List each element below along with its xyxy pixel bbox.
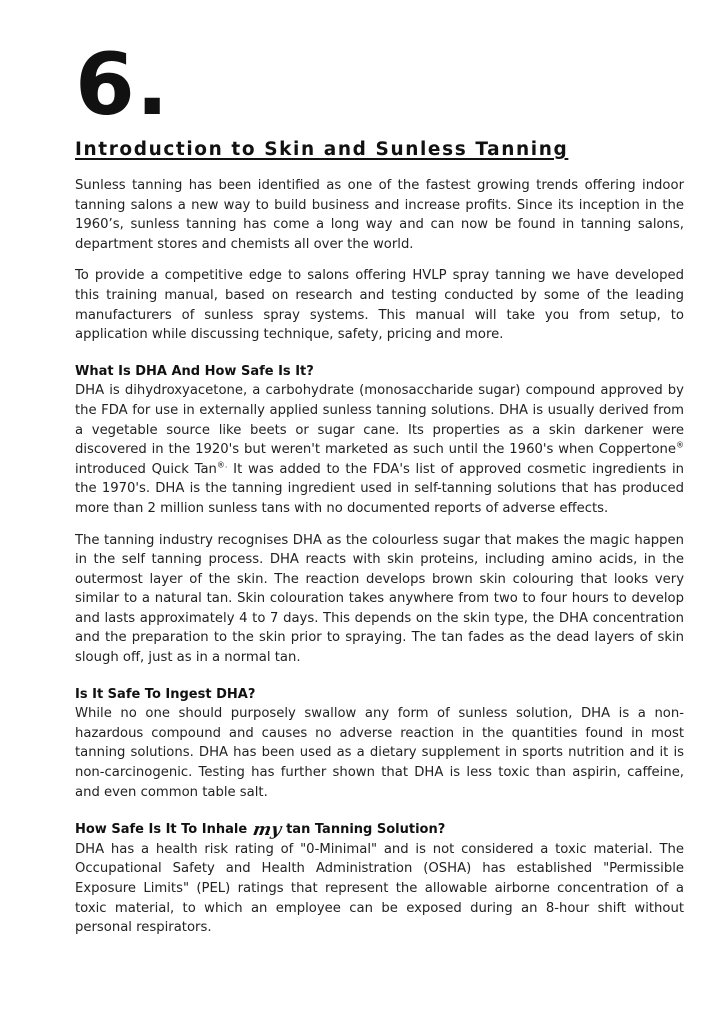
brand-logo-word: my (251, 820, 283, 841)
registered-mark: ® (676, 440, 684, 450)
dha-section-heading: What Is DHA And How Safe Is It? (75, 363, 314, 379)
inhale-heading-part-1: How Safe Is It To Inhale (75, 822, 252, 838)
dha-text-part-1: DHA is dihydroxyacetone, a carbohydrate (monosaccharide sugar) compound approved by the FDA for use in externally applied sunless tanning solutions. DHA is usually derived from a vegetable source like beets or sugar cane. Its properties as a skin darkener were discovered in the 1920's but weren't marketed as such until the 1960's when Coppertone (75, 383, 684, 458)
intro-paragraph-1: Sunless tanning has been identified as one of the fastest growing trends offering indoor tanning salons a new way to build business and increase profits. Since its inception in the 1960’s, sunless tanning has come a long way and can now be found in tanning salons, department stores and chemists all over the world. (75, 178, 684, 252)
dha-text-part-2: introduced Quick Tan (75, 461, 217, 477)
inhale-section-heading (75, 819, 684, 840)
inhale-heading-part-2: tan Tanning Solution? (281, 822, 446, 838)
dha-section-paragraph-2: The tanning industry recognises DHA as the colourless sugar that makes the magic happen in the self tanning process. DHA reacts with skin proteins, including amino acids, in the outermost layer of the skin. The reaction develops brown skin colouring that looks very similar to a natural tan. Skin colouration takes anywhere from two to four hours to develop and lasts approximately 4 to 7 days. This depends on the skin type, the DHA concentration and the preparation to the skin prior to spraying. The tan fades as the dead layers of skin slough off, just as in a normal tan. (75, 532, 684, 666)
dha-section-paragraph-1 (75, 381, 684, 518)
chapter-number: 6. (75, 35, 170, 135)
inhale-section-paragraph: DHA has a health risk rating of "0-Minimal" and is not considered a toxic material. The Occupational Safety and Health Administration (OSHA) has established "Permissible Exposure Limits" (PEL) ratings that represent the allowable airborne concentration of a toxic material, to which an employee can be exposed during an 8-hour shift without personal respirators. (75, 841, 684, 936)
dha-text-part-3: It was added to the FDA's list of approved cosmetic ingredients in the 1970's. DHA is the tanning ingredient used in self-tanning solutions that has produced more than 2 million sunless tans with no documented reports of adverse effects. (75, 461, 684, 516)
ingest-section-heading: Is It Safe To Ingest DHA? (75, 686, 256, 702)
ingest-section-paragraph: While no one should purposely swallow any form of sunless solution, DHA is a non-hazardous compound and causes no adverse reaction in the quantities found in most tanning solutions. DHA has been used as a dietary supplement in sports nutrition and it is non-carcinogenic. Testing has further shown that DHA is less toxic than aspirin, caffeine, and even common table salt. (75, 706, 684, 800)
intro-paragraph-2: To provide a competitive edge to salons offering HVLP spray tanning we have developed this training manual, based on research and testing conducted by some of the leading manufacturers of sunless spray systems. This manual will take you from setup, to application while discussing technique, safety, pricing and more. (75, 268, 684, 343)
chapter-title: Introduction to Skin and Sunless Tanning (75, 139, 569, 160)
registered-mark: ®. (216, 460, 228, 470)
